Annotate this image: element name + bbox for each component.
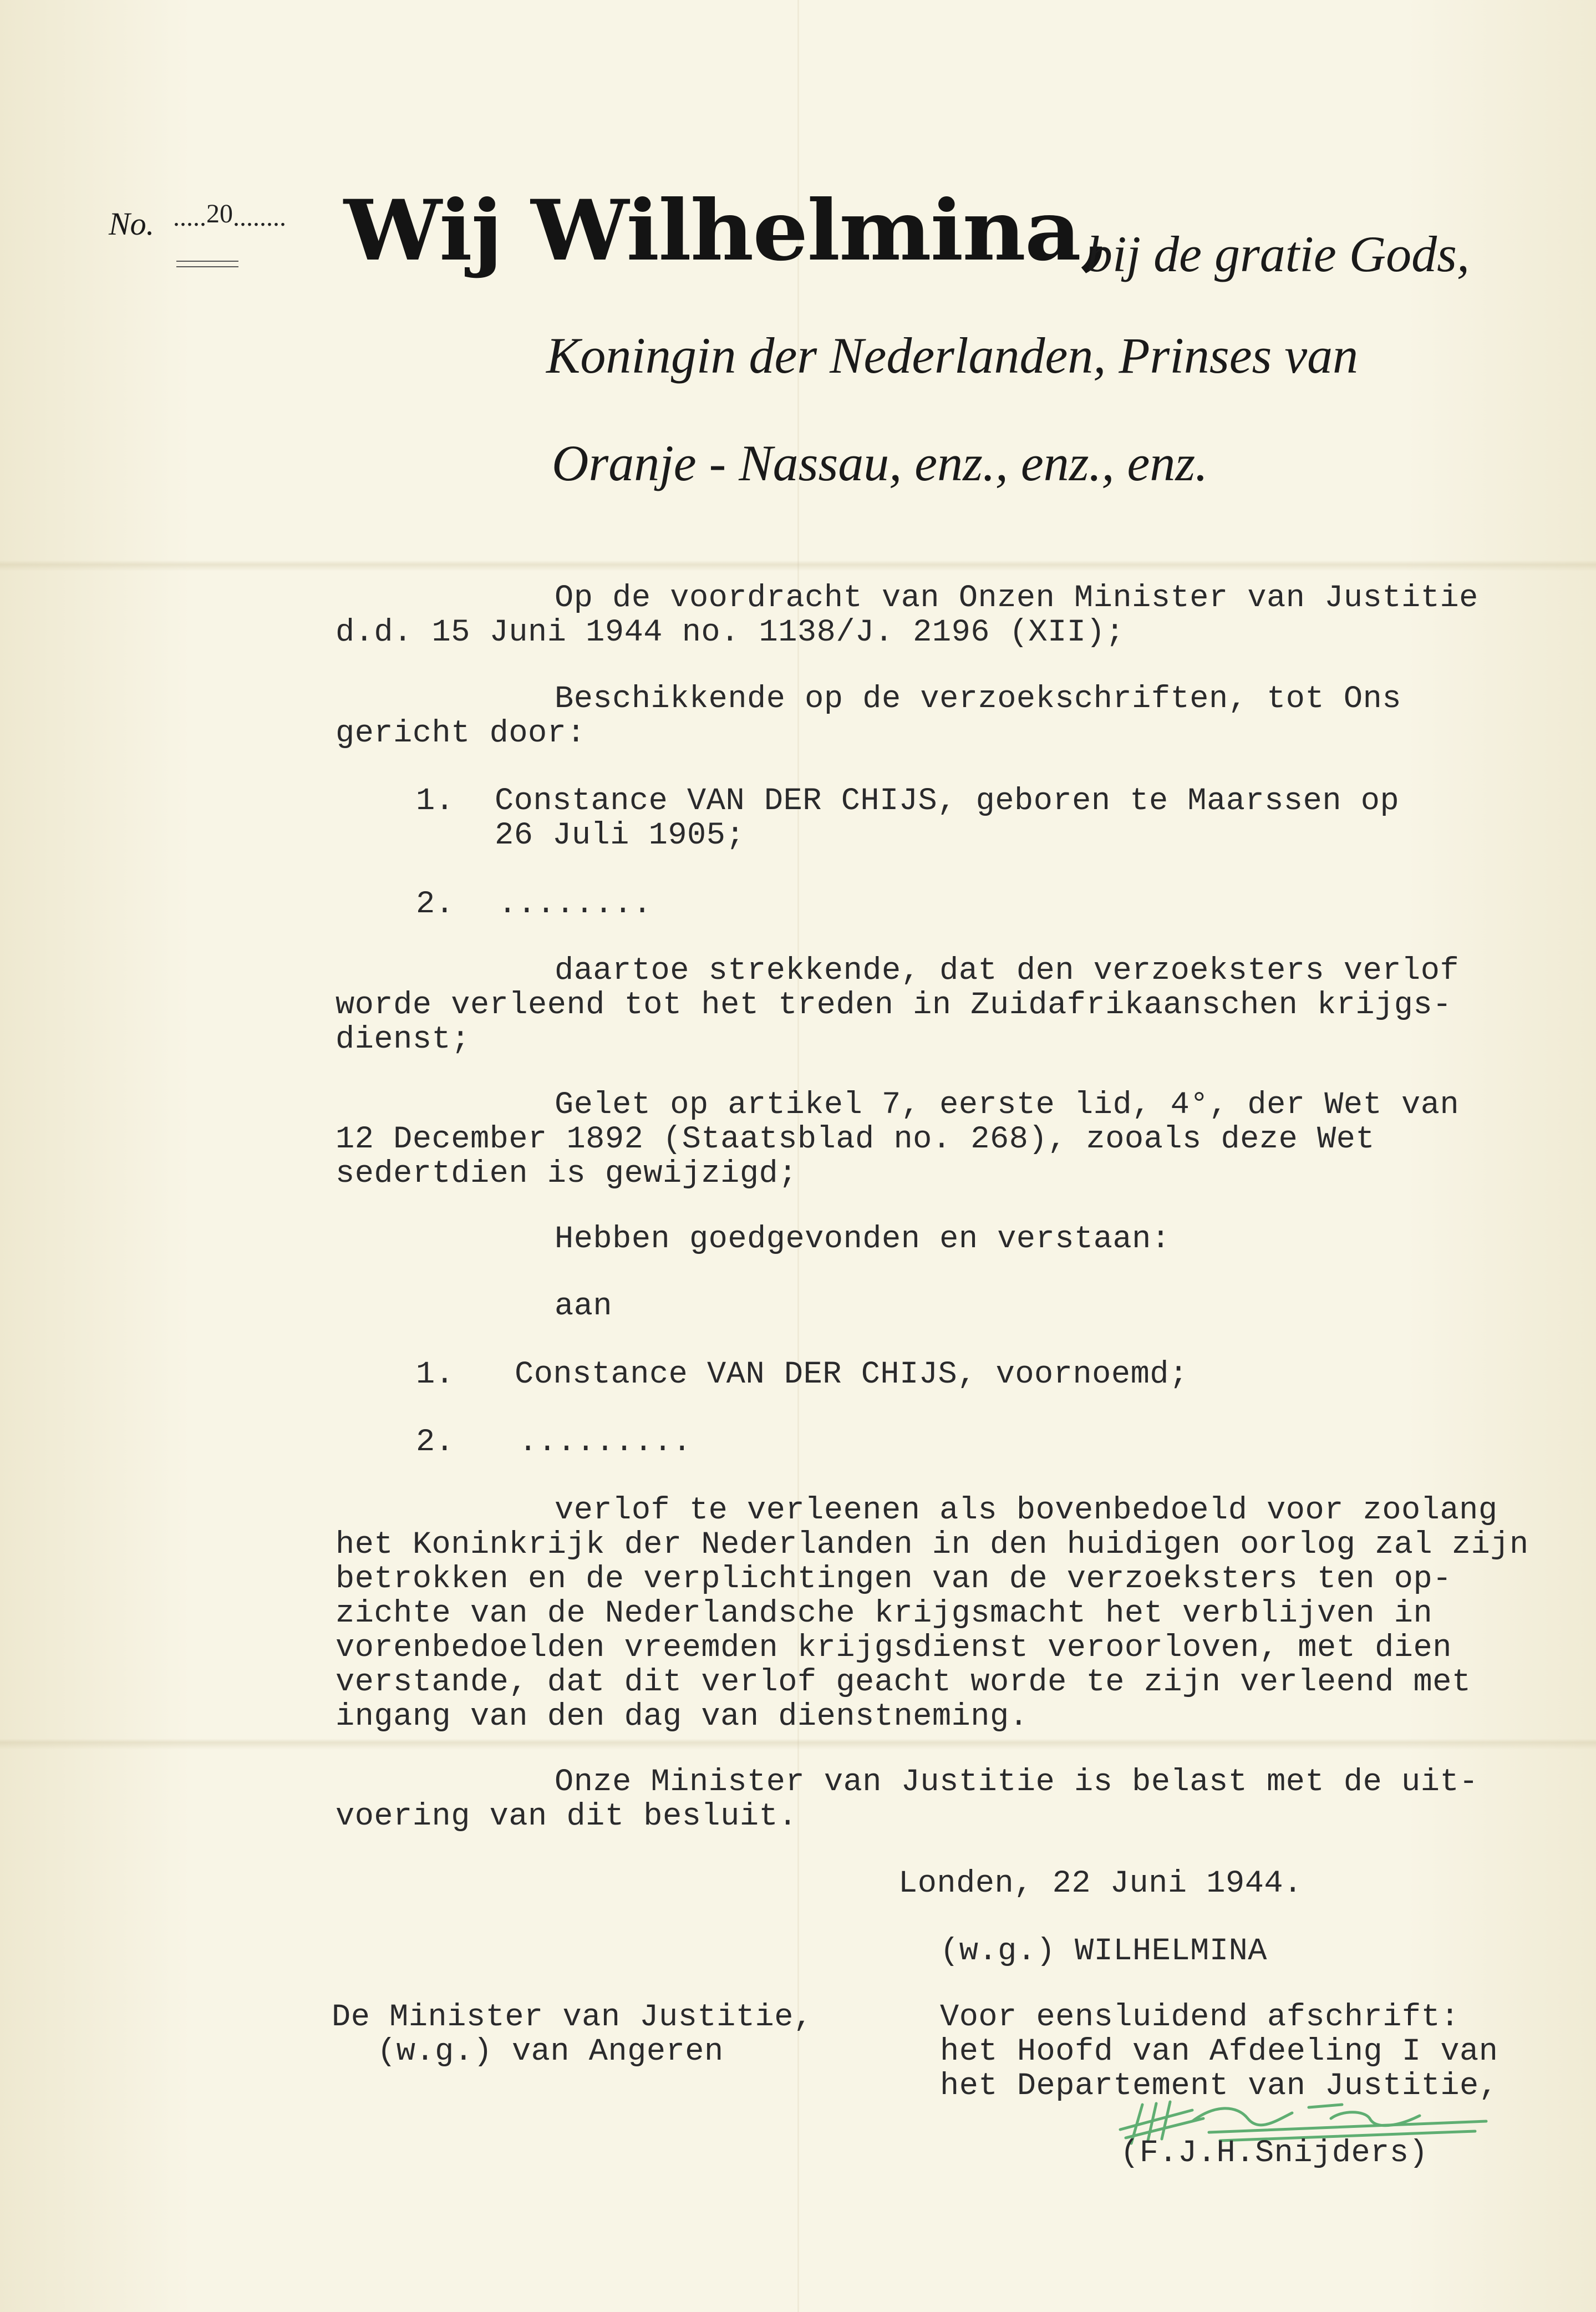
minister-line-1: De Minister van Justitie, <box>332 2000 813 2035</box>
signed-queen: (w.g.) WILHELMINA <box>940 1934 1267 1969</box>
item-3-number: 1. <box>416 1357 455 1393</box>
paragraph-7-line-4: zichte van de Nederlandsche krijgsmacht het verblijven in <box>336 1596 1433 1632</box>
paragraph-8-line-1: Onze Minister van Justitie is belast met de uit- <box>555 1765 1478 1800</box>
signatory-name: (F.J.H.Snijders) <box>1120 2136 1429 2171</box>
minister-line-2: (w.g.) van Angeren <box>377 2034 724 2070</box>
copy-line-3: het Departement van Justitie, <box>940 2069 1498 2104</box>
paragraph-7-line-1: verlof te verleenen als bovenbedoeld voor zoolang <box>555 1493 1498 1528</box>
paragraph-6: aan <box>555 1289 613 1324</box>
paragraph-7-line-7: ingang van den dag van dienstneming. <box>336 1699 1029 1735</box>
paragraph-3-line-1: daartoe strekkende, dat den verzoeksters verlof <box>555 953 1460 989</box>
copy-line-1: Voor eensluidend afschrift: <box>940 2000 1460 2035</box>
item-1-number: 1. <box>416 784 455 819</box>
number-value: 20 <box>206 199 233 228</box>
paragraph-7-line-2: het Koninkrijk der Nederlanden in den huidigen oorlog zal zijn <box>336 1527 1529 1563</box>
item-2-number: 2. <box>416 887 455 922</box>
number-label: No. <box>109 206 155 242</box>
paragraph-4-line-1: Gelet op artikel 7, eerste lid, 4°, der Wet van <box>555 1088 1460 1123</box>
paragraph-4-line-2: 12 December 1892 (Staatsblad no. 268), zooals deze Wet <box>336 1122 1375 1157</box>
paragraph-5: Hebben goedgevonden en verstaan: <box>555 1222 1171 1257</box>
paragraph-8-line-2: voering van dit besluit. <box>336 1799 797 1835</box>
number-underline <box>176 261 238 267</box>
paragraph-7-line-6: verstande, dat dit verlof geacht worde te zijn verleend met <box>336 1665 1471 1700</box>
place-date: Londen, 22 Juni 1944. <box>898 1866 1303 1902</box>
title-gothic: Wij Wilhelmina, <box>344 182 1110 280</box>
paragraph-2-line-2: gericht door: <box>336 716 586 751</box>
item-1-line-2: 26 Juli 1905; <box>495 818 745 853</box>
item-4-number: 2. <box>416 1425 455 1460</box>
title-script: bij de gratie Gods, <box>1087 226 1470 282</box>
copy-line-2: het Hoofd van Afdeeling I van <box>940 2034 1498 2070</box>
paragraph-3-line-2: worde verleend tot het treden in Zuidafrikaanschen krijgs- <box>336 988 1452 1023</box>
item-3-text: Constance VAN DER CHIJS, voornoemd; <box>515 1357 1188 1393</box>
paragraph-2-line-1: Beschikkende op de verzoekschriften, tot Ons <box>555 682 1402 717</box>
item-1-line-1: Constance VAN DER CHIJS, geboren te Maarssen op <box>495 784 1400 819</box>
paragraph-7-line-5: vorenbedoelden vreemden krijgsdienst veroorloven, met dien <box>336 1630 1452 1666</box>
header-line-3: Oranje - Nassau, enz., enz., enz. <box>552 435 1208 491</box>
paragraph-4-line-3: sedertdien is gewijzigd; <box>336 1156 797 1192</box>
item-4-text: ......... <box>519 1425 692 1460</box>
paragraph-1-line-1: Op de voordracht van Onzen Minister van Justitie <box>555 581 1478 616</box>
item-2-text: ........ <box>498 887 652 922</box>
number-field: .....20........ <box>173 199 286 232</box>
paragraph-7-line-3: betrokken en de verplichtingen van de verzoeksters ten op- <box>336 1562 1452 1597</box>
header-line-2: Koningin der Nederlanden, Prinses van <box>546 327 1359 384</box>
paragraph-3-line-3: dienst; <box>336 1022 470 1058</box>
paragraph-1-line-2: d.d. 15 Juni 1944 no. 1138/J. 2196 (XII); <box>336 615 1125 651</box>
